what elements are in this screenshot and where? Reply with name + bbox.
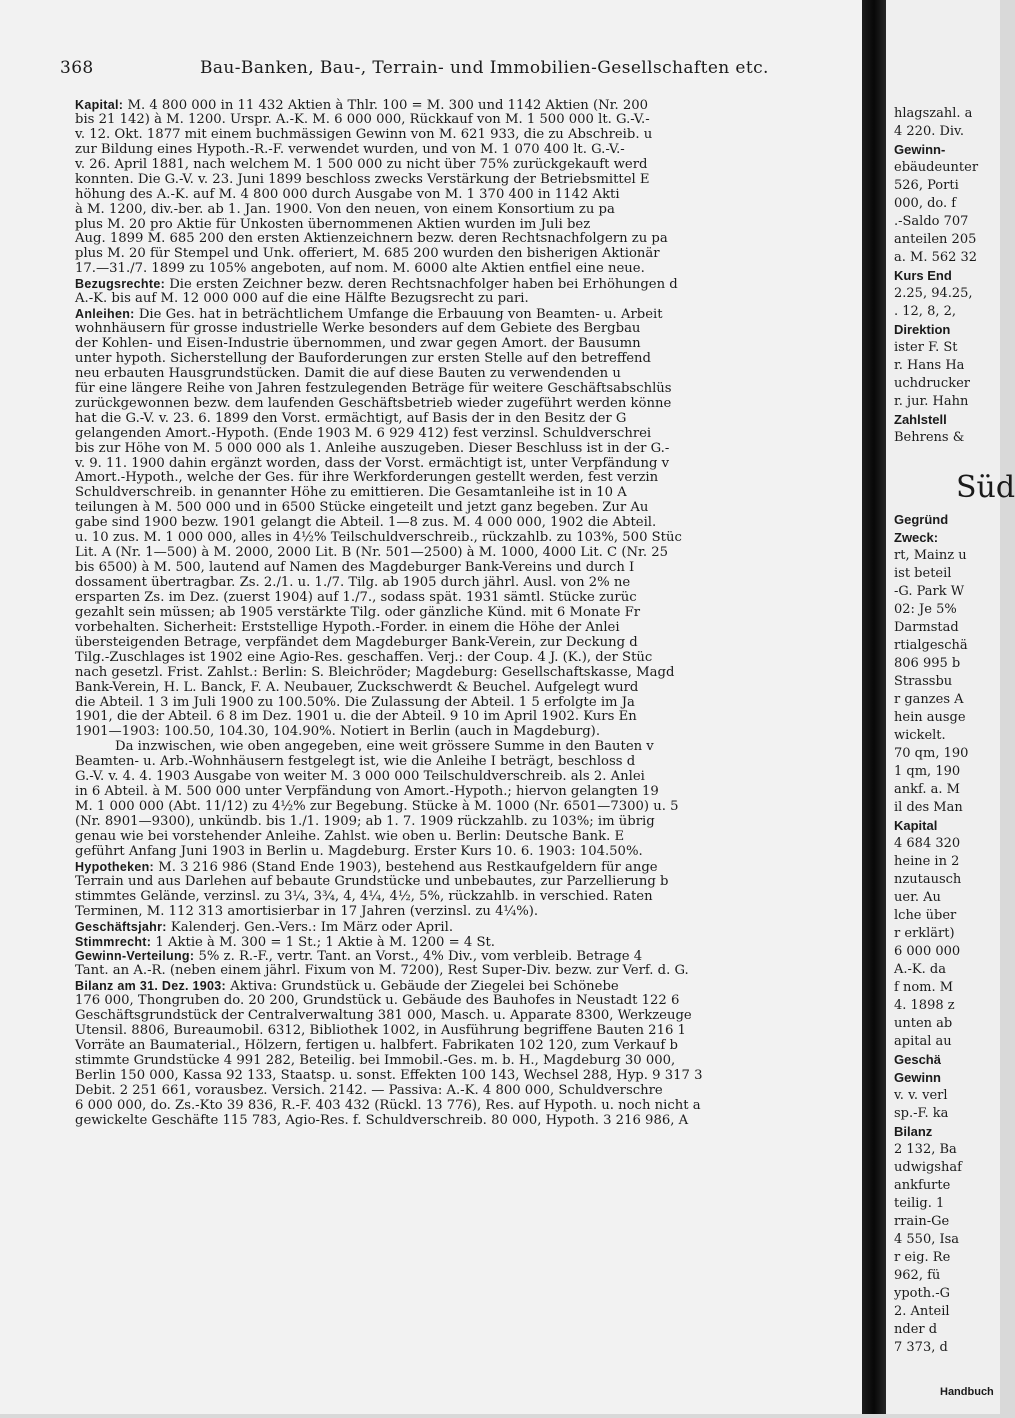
right-page-line: Behrens & bbox=[894, 430, 965, 445]
right-page-footer: Handbuch bbox=[940, 1386, 994, 1398]
text-line bbox=[75, 979, 858, 994]
line-text: konnten. Die G.-V. v. 23. Juni 1899 beschloss zwecks Verstärkung der Betriebsmittel E bbox=[75, 171, 650, 187]
text-line bbox=[75, 949, 858, 964]
right-page-line: r. Hans Ha bbox=[894, 358, 965, 373]
text-line bbox=[75, 1099, 858, 1114]
right-page-heading: Süd bbox=[956, 470, 1015, 505]
right-page-line: 2.25, 94.25, bbox=[894, 286, 973, 301]
right-page-line: ist beteil bbox=[894, 566, 952, 581]
right-page-line: Bilanz bbox=[894, 1124, 933, 1139]
text-line bbox=[75, 98, 858, 113]
right-page-line: Gewinn bbox=[894, 1070, 941, 1085]
line-text: gewickelte Geschäfte 115 783, Agio-Res. f. Schuldverschreib. 80 000, Hypoth. 3 216 986, A bbox=[75, 1112, 689, 1128]
section-label: Stimmrecht: bbox=[75, 934, 152, 949]
section-label: Gewinn-Verteilung: bbox=[75, 949, 195, 964]
line-text: Debit. 2 251 661, vorausbez. Versich. 2142. — Passiva: A.-K. 4 800 000, Schuldverschre bbox=[75, 1082, 663, 1098]
text-line bbox=[75, 755, 858, 770]
text-line bbox=[75, 501, 858, 516]
text-line bbox=[75, 725, 858, 740]
line-text: A.-K. bis auf M. 12 000 000 auf die eine Hälfte Bezugsrecht zu pari. bbox=[75, 291, 529, 307]
line-text: der Kohlen- und Eisen-Industrie übernommen, und zwar gegen Amort. der Bausumn bbox=[75, 336, 641, 351]
section-label: Bilanz am 31. Dez. 1903: bbox=[75, 979, 227, 994]
text-line bbox=[75, 651, 858, 666]
text-line bbox=[75, 830, 858, 845]
line-text: Lit. A (Nr. 1—500) à M. 2000, 2000 Lit. B (Nr. 501—2500) à M. 1000, 4000 Lit. C (Nr. 25 bbox=[75, 545, 669, 561]
line-text: stimmte Grundstücke 4 991 282, Beteilig. bei Immobil.-Ges. m. b. H., Magdeburg 30 000, bbox=[75, 1053, 676, 1068]
line-text: Bank-Verein, H. L. Banck, F. A. Neubauer, Zuckschwerdt & Beuchel. Aufgelegt wurd bbox=[75, 679, 639, 695]
right-page-line: Kurs End bbox=[894, 268, 952, 283]
text-line bbox=[75, 875, 858, 890]
line-text: teilungen à M. 500 000 und in 6500 Stücke eingeteilt und jetzt ganz begeben. Zur Au bbox=[75, 500, 649, 516]
line-text: Terrain und aus Darlehen auf bebaute Grundstücke und unbebautes, zur Parzellierung b bbox=[75, 873, 669, 889]
text-line bbox=[75, 1054, 858, 1069]
text-line bbox=[75, 681, 858, 696]
line-text: v. 26. April 1881, nach welchem M. 1 500 000 zu nicht über 75% zurückgekauft werd bbox=[75, 156, 648, 172]
text-line bbox=[75, 1024, 858, 1039]
right-page-line: 806 995 b bbox=[894, 656, 961, 671]
right-page-line: Zweck: bbox=[894, 530, 939, 545]
running-title: Bau-Banken, Bau-, Terrain- und Immobilien-Gesellschaften etc. bbox=[200, 58, 769, 78]
line-text: 1901—1903: 100.50, 104.30, 104.90%. Notiert in Berlin (auch in Magdeburg). bbox=[75, 724, 601, 740]
line-text: zur Bildung eines Hypoth.-R.-F. verwendet wurden, und von M. 1 070 400 lt. G.-V.- bbox=[75, 141, 625, 157]
text-line bbox=[75, 247, 858, 262]
right-page-line: heine in 2 bbox=[894, 854, 960, 869]
right-page-line: Strassbu bbox=[894, 674, 953, 689]
right-page-line: Geschä bbox=[894, 1052, 941, 1067]
line-text: Utensil. 8806, Bureaumobil. 6312, Bibliothek 1002, in Ausführung begriffene Bauten 216 1 bbox=[75, 1023, 686, 1039]
text-line bbox=[75, 576, 858, 591]
text-line bbox=[75, 1114, 858, 1129]
line-text: 1 Aktie à M. 300 = 1 St.; 1 Aktie à M. 1200 = 4 St. bbox=[151, 934, 495, 950]
text-line bbox=[75, 591, 858, 606]
line-text: vorbehalten. Sicherheit: Erststellige Hypoth.-Forder. in einem die Höhe der Anlei bbox=[75, 619, 620, 635]
line-text: nach gesetzl. Frist. Zahlst.: Berlin: S. Bleichröder; Magdeburg: Gesellschaftskasse, Magd bbox=[75, 664, 675, 680]
line-text: G.-V. v. 4. 4. 1903 Ausgabe von weiter M. 3 000 000 Teilschuldverschreib. als 2. Anlei bbox=[75, 769, 645, 785]
line-text: (Nr. 8901—9300), unkündb. bis 1./1. 1909; ab 1. 7. 1909 rückzahlb. zu 103%; im übrig bbox=[75, 814, 655, 829]
text-line bbox=[75, 412, 858, 427]
right-page-line: apital au bbox=[894, 1034, 952, 1049]
text-line bbox=[75, 666, 858, 681]
right-page-line: -G. Park W bbox=[894, 584, 965, 599]
line-text: Schuldverschreib. in genannter Höhe zu emittieren. Die Gesamtanleihe ist in 10 A bbox=[75, 485, 627, 501]
section-label: Hypotheken: bbox=[75, 859, 155, 874]
line-text: gabe sind 1900 bezw. 1901 gelangt die Abteil. 1—8 zus. M. 4 000 000, 1902 die Abteil. bbox=[75, 515, 657, 531]
text-line bbox=[75, 427, 858, 442]
line-text: gezahlt sein müssen; ab 1905 verstärkte Tilg. oder gänzliche Künd. mit 6 Monate Fr bbox=[75, 604, 641, 620]
right-page-line: Kapital bbox=[894, 818, 938, 833]
line-text: geführt Anfang Juni 1903 in Berlin u. Magdeburg. Erster Kurs 10. 6. 1903: 104.50%. bbox=[75, 843, 643, 859]
right-page-line: Darmstad bbox=[894, 620, 959, 635]
text-line bbox=[75, 367, 858, 382]
text-line bbox=[75, 964, 858, 979]
line-text: hat die G.-V. v. 23. 6. 1899 den Vorst. ermächtigt, auf Basis der in den Besitz der G bbox=[75, 410, 627, 426]
right-page-line: ankfurte bbox=[894, 1178, 951, 1193]
right-page-line: udwigshaf bbox=[894, 1160, 962, 1175]
right-page-line: hein ausge bbox=[894, 710, 966, 725]
right-page-line: rrain-Ge bbox=[894, 1214, 950, 1229]
line-text: Amort.-Hypoth., welche der Ges. für ihre Werkforderungen gestellt werden, fest verzin bbox=[75, 470, 659, 486]
line-text: höhung des A.-K. auf M. 4 800 000 durch Ausgabe von M. 1 370 400 in 1142 Akti bbox=[75, 186, 620, 202]
line-text: à M. 1200, div.-ber. ab 1. Jan. 1900. Von den neuen, von einem Konsortium zu pa bbox=[75, 201, 615, 217]
text-line bbox=[75, 785, 858, 800]
line-text: bis 21 142) à M. 1200. Urspr. A.-K. M. 6 000 000, Rückkauf von M. 1 500 000 lt. G.-V.- bbox=[75, 111, 650, 127]
right-page-line: rt, Mainz u bbox=[894, 548, 967, 563]
text-line bbox=[75, 994, 858, 1009]
text-line bbox=[75, 935, 858, 950]
right-page-line: r erklärt) bbox=[894, 926, 955, 941]
line-text: Da inzwischen, wie oben angegeben, eine weit grössere Summe in den Bauten v bbox=[115, 739, 654, 755]
section-label: Kapital: bbox=[75, 98, 124, 112]
line-text: die Abteil. 1 3 im Juli 1900 zu 100.50%. Die Zulassung der Abteil. 1 5 erfolgte im Ja bbox=[75, 694, 635, 710]
right-page-line: 4 684 320 bbox=[894, 836, 961, 851]
text-line bbox=[75, 606, 858, 621]
text-line bbox=[75, 815, 858, 830]
text-line bbox=[75, 621, 858, 636]
text-line bbox=[75, 740, 858, 755]
book-gutter bbox=[862, 0, 886, 1414]
line-text: Tilg.-Zuschlages ist 1902 eine Agio-Res. geschaffen. Verj.: der Coup. 4 J. (K.), der Stüc bbox=[75, 649, 653, 665]
right-page-line: 2 132, Ba bbox=[894, 1142, 957, 1157]
line-text: u. 10 zus. M. 1 000 000, alles in 4½% Teilschuldverschreib., rückzahlb. zu 103%, 500 Stüc bbox=[75, 530, 682, 546]
right-page-line: ankf. a. M bbox=[894, 782, 960, 797]
text-line bbox=[75, 1069, 858, 1084]
line-text: übersteigenden Betrage, verpfändet dem Magdeburger Bank-Verein, zur Deckung d bbox=[75, 634, 638, 650]
right-page-line: teilig. 1 bbox=[894, 1196, 945, 1211]
text-line bbox=[75, 561, 858, 576]
line-text: plus M. 20 für Stempel und Unk. offeriert, M. 685 200 wurden den bisherigen Aktionär bbox=[75, 246, 660, 262]
line-text: gelangenden Amort.-Hypoth. (Ende 1903 M. 6 929 412) fest verzinsl. Schuldverschrei bbox=[75, 425, 652, 441]
right-page-line: ebäudeunter bbox=[894, 160, 979, 175]
right-page-line: 7 373, d bbox=[894, 1340, 948, 1355]
section-label: Bezugsrechte: bbox=[75, 277, 166, 292]
line-text: genau wie bei vorstehender Anleihe. Zahlst. wie oben u. Berlin: Deutsche Bank. E bbox=[75, 828, 625, 844]
right-page-line: unten ab bbox=[894, 1016, 953, 1031]
line-text: M. 1 000 000 (Abt. 11/12) zu 4½% zur Begebung. Stücke à M. 1000 (Nr. 6501—7300) u. 5 bbox=[75, 799, 679, 815]
text-line bbox=[75, 920, 858, 935]
line-text: Die Ges. hat in beträchtlichem Umfange die Erbauung von Beamten- u. Arbeit bbox=[134, 307, 663, 323]
text-line bbox=[75, 442, 858, 457]
text-line bbox=[75, 158, 858, 173]
text-line bbox=[75, 531, 858, 546]
text-line bbox=[75, 800, 858, 815]
right-page-line: v. v. verl bbox=[894, 1088, 948, 1103]
right-page-line: a. M. 562 32 bbox=[894, 250, 978, 265]
right-page-line: Direktion bbox=[894, 322, 951, 337]
text-line bbox=[75, 860, 858, 875]
line-text: Vorräte an Baumaterial., Hölzern, fertigen u. halbfert. Fabrikaten 102 120, zum Verkauf b bbox=[75, 1038, 678, 1054]
line-text: wohnhäusern für grosse industrielle Werke besonders auf dem Gebiete des Bergbau bbox=[75, 321, 641, 337]
right-page-line: Gegründ bbox=[894, 512, 949, 527]
right-page-line: 70 qm, 190 bbox=[894, 746, 969, 761]
text-line bbox=[75, 128, 858, 143]
text-line bbox=[75, 397, 858, 412]
line-text: Geschäftsgrundstück der Centralverwaltung 381 000, Masch. u. Apparate 8300, Werkzeuge bbox=[75, 1008, 692, 1024]
text-line bbox=[75, 457, 858, 472]
right-page-line: r. jur. Hahn bbox=[894, 394, 969, 409]
right-page-fragment bbox=[886, 0, 1015, 1414]
page-header bbox=[60, 58, 840, 82]
line-text: Tant. an A.-R. (neben einem jährl. Fixum von M. 7200), Rest Super-Div. bezw. zur Verf. d. G. bbox=[75, 963, 689, 979]
text-line bbox=[75, 636, 858, 651]
text-line bbox=[75, 1009, 858, 1024]
text-line bbox=[75, 905, 858, 920]
right-page-line: . 12, 8, 2, bbox=[894, 304, 957, 319]
text-line bbox=[75, 1039, 858, 1054]
right-page-line: il des Man bbox=[894, 800, 963, 815]
text-line bbox=[75, 337, 858, 352]
text-line bbox=[75, 696, 858, 711]
line-text: bis zur Höhe von M. 5 000 000 als 1. Anleihe auszugeben. Dieser Beschluss ist in der G.- bbox=[75, 440, 670, 456]
line-text: neu erbauten Hausgrundstücken. Damit die auf diese Bauten zu verwendenden u bbox=[75, 365, 621, 381]
text-line bbox=[75, 845, 858, 860]
right-page-line: 4 550, Isa bbox=[894, 1232, 960, 1247]
right-page-line: ypoth.-G bbox=[894, 1286, 950, 1301]
text-line bbox=[75, 710, 858, 725]
text-line bbox=[75, 277, 858, 292]
text-line bbox=[75, 486, 858, 501]
line-text: 1901, die der Abteil. 6 8 im Dez. 1901 u. die der Abteil. 9 10 im April 1902. Kurs En bbox=[75, 709, 637, 725]
line-text: Aktiva: Grundstück u. Gebäude der Ziegelei bei Schönebe bbox=[226, 979, 619, 995]
text-line bbox=[75, 516, 858, 531]
text-line bbox=[75, 232, 858, 247]
right-page-line: A.-K. da bbox=[894, 962, 946, 977]
right-page-line: uchdrucker bbox=[894, 376, 971, 391]
text-line bbox=[75, 188, 858, 203]
right-page-line: anteilen 205 bbox=[894, 232, 977, 247]
right-page-line: 6 000 000 bbox=[894, 944, 961, 959]
text-line bbox=[75, 292, 858, 307]
text-line bbox=[75, 890, 858, 905]
right-page-line: 962, fü bbox=[894, 1268, 941, 1283]
text-line bbox=[75, 322, 858, 337]
main-text-column bbox=[75, 98, 858, 1418]
line-text: v. 9. 11. 1900 dahin ergänzt worden, dass der Vorst. ermächtigt ist, unter Verpfändung v bbox=[75, 455, 670, 471]
text-line bbox=[75, 352, 858, 367]
line-text: plus M. 20 pro Aktie für Unkosten übernommenen Aktien wurden im Juli bez bbox=[75, 216, 591, 232]
right-page-line: r ganzes A bbox=[894, 692, 964, 707]
line-text: in 6 Abteil. à M. 500 000 unter Verpfändung von Amort.-Hypoth.; hiervon gelangten 19 bbox=[75, 784, 659, 800]
text-line bbox=[75, 770, 858, 785]
page-number: 368 bbox=[60, 58, 94, 78]
line-text: Beamten- u. Arb.-Wohnhäusern festgelegt ist, wie die Anleihe I beträgt, beschloss d bbox=[75, 754, 636, 770]
line-text: 176 000, Thongruben do. 20 200, Grundstück u. Gebäude des Bauhofes in Neustadt 122 6 bbox=[75, 993, 680, 1009]
right-page-line: 4. 1898 z bbox=[894, 998, 955, 1013]
line-text: v. 12. Okt. 1877 mit einem buchmässigen Gewinn von M. 621 933, die zu Abschreib. u bbox=[75, 126, 653, 142]
line-text: stimmtes Gelände, verzinsl. zu 3¼, 3¾, 4, 4¼, 4½, 5%, rückzahlb. in verschied. Raten bbox=[75, 888, 653, 904]
line-text: für eine längere Reihe von Jahren festzulegenden Beträge für weitere Geschäftsabschlüs bbox=[75, 380, 672, 396]
line-text: 17.—31./7. 1899 zu 105% angeboten, auf nom. M. 6000 alte Aktien entfiel eine neue. bbox=[75, 261, 645, 277]
line-text: dossament übertragbar. Zs. 2./1. u. 1./7. Tilg. ab 1905 durch jährl. Ausl. von 2% ne bbox=[75, 575, 631, 590]
text-line bbox=[75, 382, 858, 397]
right-page-line: 4 220. Div. bbox=[894, 124, 964, 139]
line-text: M. 3 216 986 (Stand Ende 1903), bestehend aus Restkaufgeldern für ange bbox=[154, 859, 658, 875]
right-page-line: 02: Je 5% bbox=[894, 602, 957, 617]
right-page-line: uer. Au bbox=[894, 890, 941, 905]
text-line bbox=[75, 218, 858, 233]
right-page-line: 526, Porti bbox=[894, 178, 959, 193]
right-page-line: r eig. Re bbox=[894, 1250, 951, 1265]
right-page-line: lche über bbox=[894, 908, 957, 923]
line-text: Berlin 150 000, Kassa 92 133, Staatsp. u. sonst. Effekten 100 143, Wechsel 288, Hyp. 9 317 3 bbox=[75, 1067, 703, 1083]
line-text: Terminen, M. 112 313 amortisierbar in 17 Jahren (verzinsl. zu 4¼%). bbox=[75, 903, 539, 919]
right-page-line: Gewinn- bbox=[894, 142, 946, 157]
right-page-line: rtialgeschä bbox=[894, 638, 968, 653]
section-label: Anleihen: bbox=[75, 307, 135, 322]
right-page-line: nder d bbox=[894, 1322, 938, 1337]
line-text: bis 6500) à M. 500, lautend auf Namen des Magdeburger Bank-Vereins und durch I bbox=[75, 560, 635, 576]
line-text: zurückgewonnen bezw. dem laufenden Geschäftsbetrieb wieder zugeführt werden könne bbox=[75, 395, 672, 411]
right-page-line: wickelt. bbox=[894, 728, 946, 743]
right-page-line: ister F. St bbox=[894, 340, 958, 355]
text-line bbox=[75, 262, 858, 277]
right-page-line: nzutausch bbox=[894, 872, 962, 887]
line-text: Die ersten Zeichner bezw. deren Rechtsnachfolger haben bei Erhöhungen d bbox=[165, 277, 678, 293]
right-page-line: 2. Anteil bbox=[894, 1304, 950, 1319]
line-text: Kalenderj. Gen.-Vers.: Im März oder April. bbox=[166, 919, 454, 935]
right-page-line: f nom. M bbox=[894, 980, 954, 995]
text-line bbox=[75, 307, 858, 322]
line-text: unter hypoth. Sicherstellung der Bauforderungen zur ersten Stelle auf den betreffend bbox=[75, 350, 651, 366]
line-text: Aug. 1899 M. 685 200 den ersten Aktienzeichnern bezw. deren Rechtsnachfolgern zu pa bbox=[75, 231, 668, 247]
right-page-line: Zahlstell bbox=[894, 412, 947, 427]
line-text: M. 4 800 000 in 11 432 Aktien à Thlr. 100 = M. 300 und 1142 Aktien (Nr. 200 bbox=[123, 98, 649, 113]
right-page-line: 000, do. f bbox=[894, 196, 957, 211]
line-text: 6 000 000, do. Zs.-Kto 39 836, R.-F. 403 432 (Rückl. 13 776), Res. auf Hypoth. u. noch nicht a bbox=[75, 1097, 701, 1113]
section-label: Geschäftsjahr: bbox=[75, 919, 167, 934]
text-line bbox=[75, 143, 858, 158]
text-line bbox=[75, 546, 858, 561]
right-page-line: 1 qm, 190 bbox=[894, 764, 961, 779]
text-line bbox=[75, 471, 858, 486]
text-line bbox=[75, 203, 858, 218]
line-text: ersparten Zs. im Dez. (zuerst 1904) auf 1./7., sodass spät. 1931 sämtl. Stücke zurüc bbox=[75, 589, 637, 605]
text-line bbox=[75, 1084, 858, 1099]
right-page-line: sp.-F. ka bbox=[894, 1106, 949, 1121]
text-line bbox=[75, 113, 858, 128]
right-page-line: .-Saldo 707 bbox=[894, 214, 969, 229]
right-page-line: hlagszahl. a bbox=[894, 106, 973, 121]
text-line bbox=[75, 173, 858, 188]
line-text: 5% z. R.-F., vertr. Tant. an Vorst., 4% Div., vom verbleib. Betrage 4 bbox=[194, 949, 643, 965]
